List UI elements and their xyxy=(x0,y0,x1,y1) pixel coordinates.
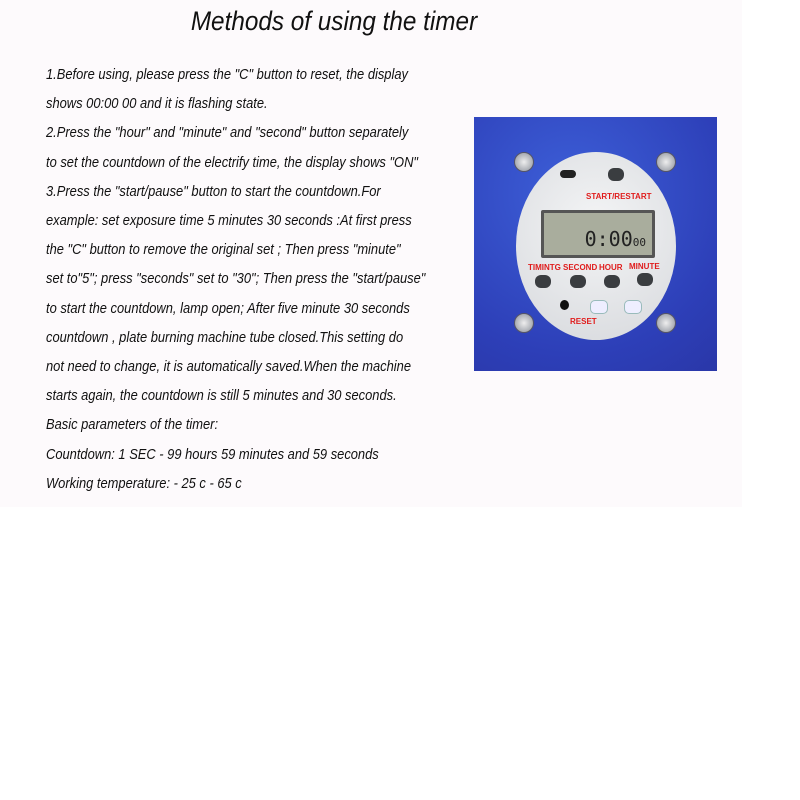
reset-hole xyxy=(560,300,569,310)
instruction-line: to set the countdown of the electrify time, the display shows "ON" xyxy=(46,153,418,171)
display-seconds: 00 xyxy=(632,236,646,249)
instruction-line: example: set exposure time 5 minutes 30 seconds :At first press xyxy=(46,212,412,229)
reset-label: RESET xyxy=(570,317,597,326)
page-title: Methods of using the timer xyxy=(190,6,478,36)
instruction-line: shows 00:00 00 and it is flashing state. xyxy=(46,95,268,113)
instruction-line: 2.Press the "hour" and "minute" and "second" button separately xyxy=(46,124,409,142)
second-label: SECOND xyxy=(563,263,598,272)
timing-label: TIMINTG xyxy=(528,263,561,272)
instruction-line: the "C" button to remove the original set ; Then press "minute" xyxy=(46,241,401,259)
indicator-slot xyxy=(560,170,576,178)
second-button xyxy=(570,275,586,288)
screw-icon xyxy=(656,313,676,333)
display-main: 0:00 xyxy=(584,227,633,251)
hour-button xyxy=(604,275,620,288)
minute-label: MINUTE xyxy=(629,262,660,271)
timer-face xyxy=(516,152,676,340)
slot-button xyxy=(624,300,642,314)
screw-icon xyxy=(514,313,534,333)
start-restart-label: START/RESTART xyxy=(586,192,652,201)
instruction-line: Countdown: 1 SEC - 99 hours 59 minutes and 59 seconds xyxy=(46,445,379,463)
start-restart-button xyxy=(608,168,624,181)
screw-icon xyxy=(656,152,676,172)
instruction-line: to start the countdown, lamp open; After five minute 30 seconds xyxy=(46,299,410,317)
timer-photo xyxy=(474,117,717,371)
instruction-line: Working temperature: - 25 c - 65 c xyxy=(46,474,242,492)
instruction-line: not need to change, it is automatically saved.When the machine xyxy=(46,358,412,375)
instruction-line: Basic parameters of the timer: xyxy=(46,416,219,434)
screw-icon xyxy=(514,152,534,172)
instruction-line: 3.Press the "start/pause" button to start the countdown.For xyxy=(46,182,381,200)
instruction-line: countdown , plate burning machine tube closed.This setting do xyxy=(46,328,404,346)
lcd-display xyxy=(541,210,655,258)
instruction-line: starts again, the countdown is still 5 minutes and 30 seconds. xyxy=(46,387,397,405)
minute-button xyxy=(637,273,653,286)
hour-label: HOUR xyxy=(599,263,623,272)
slot-button xyxy=(590,300,608,314)
instruction-line: set to"5"; press "seconds" set to "30"; Then press the "start/pause" xyxy=(46,270,426,288)
instruction-line: 1.Before using, please press the "C" button to reset, the display xyxy=(46,66,408,83)
timing-button xyxy=(535,275,551,288)
